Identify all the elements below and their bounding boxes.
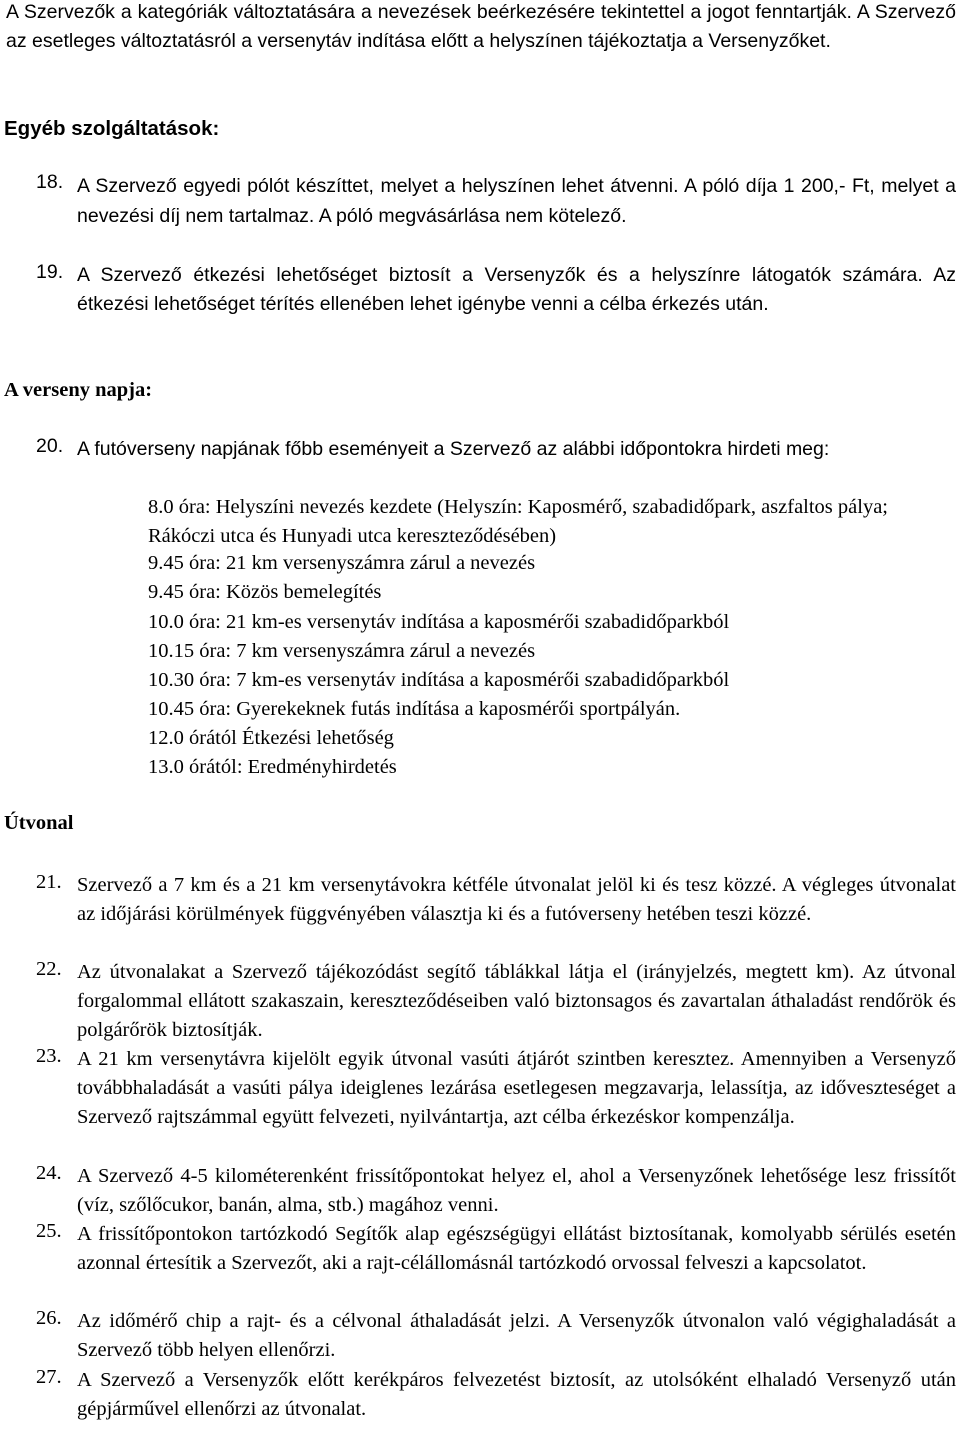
schedule-entry: 8.0 óra: Helyszíni nevezés kezdete (Helyszín: Kaposmérő, szabadidőpark, aszfaltos pálya; Rákóczi utca és Hunyadi utca kereszteződésében) <box>148 496 889 547</box>
item-number: 23. <box>36 1045 62 1067</box>
list-item <box>36 1162 956 1220</box>
item-number: 18. <box>36 171 64 193</box>
item-text: A Szervező étkezési lehetőséget biztosít a Versenyzők és a helyszínre látogatók számára. Az étkezési lehetőséget térítés ellenében lehet igénybe venni a célba érkezés után. <box>77 264 956 315</box>
schedule-entry: 13.0 órától: Eredményhirdetés <box>148 756 397 778</box>
item-number: 21. <box>36 871 62 893</box>
list-item <box>36 1220 956 1278</box>
schedule-entry: 10.0 óra: 21 km-es versenytáv indítása a kaposmérői szabadidőparkból <box>148 611 730 633</box>
services-heading: Egyéb szolgáltatások: <box>4 117 220 140</box>
item-number: 20. <box>36 435 64 457</box>
item-text: Szervező a 7 km és a 21 km versenytávokra kétféle útvonalat jelöl ki és tesz közzé. A végleges útvonalat az időjárási körülmények függvényében választja ki és a futóverseny hetében teszi közzé. <box>77 874 956 925</box>
item-text: A futóverseny napjának főbb eseményeit a Szervező az alábbi időpontokra hirdeti meg: <box>77 438 830 460</box>
item-text: A 21 km versenytávra kijelölt egyik útvonal vasúti átjárót szintben keresztez. Amennyiben a Versenyző továbbhaladását a vasúti pálya ideiglenes lezárása esetlegesen megzavarja, lelassítja, az időveszteséget a Szervező rajtszámmal együtt felvezeti, nyilvántartja, azt célba érkezéskor kompenzálja. <box>77 1048 956 1128</box>
list-item <box>36 871 956 929</box>
item-number: 24. <box>36 1162 62 1184</box>
schedule-entry: 9.45 óra: Közös bemelegítés <box>148 581 382 603</box>
list-item <box>36 1045 956 1132</box>
item-text: Az útvonalakat a Szervező tájékozódást segítő táblákkal látja el (irányjelzés, megtett km). Az útvonal forgalommal ellátott szakaszain, kereszteződéseiben való biztonsagos és zavartalan áthaladást rendőrök és polgárőrök biztosítják. <box>77 961 956 1041</box>
list-item <box>36 958 956 1045</box>
item-number: 22. <box>36 958 62 980</box>
list-item <box>36 435 956 464</box>
item-text: A Szervező 4-5 kilométerenként frissítőpontokat helyez el, ahol a Versenyzőnek lehetősége lesz frissítőt (víz, szőlőcukor, banán, alma, stb.) magához venni. <box>77 1165 956 1216</box>
item-text: A Szervező a Versenyzők előtt kerékpáros felvezetést biztosít, az utolsóként elhaladó Versenyző után gépjárművel ellenőrzi az útvonalat. <box>77 1369 956 1420</box>
item-text: A Szervező egyedi pólót készíttet, melyet a helyszínen lehet átvenni. A póló díja 1 200,- Ft, melyet a nevezési díj nem tartalmaz. A póló megvásárlása nem kötelező. <box>77 175 956 227</box>
intro-paragraph: A Szervezők a kategóriák változtatására a nevezések beérkezésére tekintettel a jogot fenntartják. A Szervező az esetleges változtatásról a versenytáv indítása előtt a helyszínen tájékoztatja a Versenyzőket. <box>6 1 956 52</box>
item-text: Az időmérő chip a rajt- és a célvonal áthaladását jelzi. A Versenyzők útvonalon való végighaladását a Szervező több helyen ellenőrzi. <box>77 1310 956 1361</box>
list-item <box>36 1307 956 1365</box>
list-item <box>36 1366 956 1424</box>
list-item <box>36 171 956 231</box>
route-heading: Útvonal <box>4 812 74 834</box>
schedule-entry: 10.45 óra: Gyerekeknek futás indítása a kaposmérői sportpályán. <box>148 698 681 720</box>
schedule-entry: 10.15 óra: 7 km versenyszámra zárul a nevezés <box>148 640 536 662</box>
item-number: 19. <box>36 261 64 283</box>
schedule-entry: 12.0 órától Étkezési lehetőség <box>148 727 394 749</box>
schedule-entry: 9.45 óra: 21 km versenyszámra zárul a nevezés <box>148 552 536 574</box>
item-number: 26. <box>36 1307 62 1329</box>
item-number: 27. <box>36 1366 62 1388</box>
schedule-entry: 10.30 óra: 7 km-es versenytáv indítása a kaposmérői szabadidőparkból <box>148 669 730 691</box>
item-text: A frissítőpontokon tartózkodó Segítők alap egészségügyi ellátást biztosítanak, komolyabb sérülés esetén azonnal értesítik a Szervezőt, aki a rajt-célállomásnál tartózkodó orvossal felveszi a kapcsolatot. <box>77 1223 956 1274</box>
race-day-heading: A verseny napja: <box>4 379 153 401</box>
list-item <box>36 261 956 319</box>
item-number: 25. <box>36 1220 62 1242</box>
